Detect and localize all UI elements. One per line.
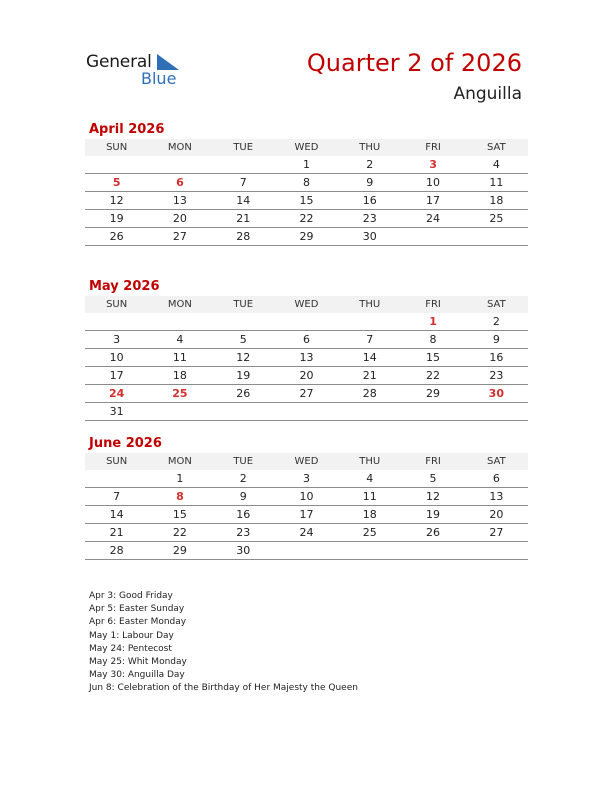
logo-text-blue: Blue xyxy=(141,69,177,88)
weekday-label: WED xyxy=(294,142,319,153)
month-title: May 2026 xyxy=(89,279,160,294)
weekday-label: FRI xyxy=(425,299,441,310)
weekday-header-row xyxy=(85,453,528,470)
date-cell: 23 xyxy=(362,212,377,225)
weekday-label: SAT xyxy=(486,456,506,467)
date-cell: 14 xyxy=(362,351,377,364)
weekday-header-row xyxy=(85,296,528,313)
month-title: June 2026 xyxy=(89,436,162,451)
date-cell: 19 xyxy=(109,212,124,225)
week-row xyxy=(85,385,528,403)
date-cell: 24 xyxy=(299,526,314,539)
weekday-label: MON xyxy=(167,299,192,310)
date-cell: 11 xyxy=(489,176,504,189)
generalblue-logo xyxy=(86,52,186,92)
date-cell: 9 xyxy=(366,176,374,189)
date-cell: 9 xyxy=(239,490,247,503)
date-cell: 31 xyxy=(109,405,124,418)
weekday-label: SUN xyxy=(106,456,128,467)
week-row xyxy=(85,470,528,488)
date-cell: 5 xyxy=(239,333,247,346)
date-cell: 11 xyxy=(362,490,377,503)
date-cell: 10 xyxy=(299,490,314,503)
weekday-label: TUE xyxy=(233,299,254,310)
date-cell: 11 xyxy=(172,351,187,364)
date-cell: 26 xyxy=(426,526,441,539)
date-cell: 2 xyxy=(366,158,374,171)
weekday-label: SUN xyxy=(106,299,128,310)
weekday-label: MON xyxy=(167,142,192,153)
date-cell: 30 xyxy=(362,230,377,243)
date-cell: 25 xyxy=(362,526,377,539)
weekday-label: MON xyxy=(167,456,192,467)
weekday-label: SUN xyxy=(106,142,128,153)
week-row xyxy=(85,506,528,524)
date-cell: 28 xyxy=(109,544,124,557)
holiday-note: May 24: Pentecost xyxy=(89,643,172,654)
date-cell: 16 xyxy=(236,508,251,521)
date-cell: 3 xyxy=(302,472,310,485)
date-cell: 10 xyxy=(426,176,441,189)
date-cell: 18 xyxy=(172,369,187,382)
date-cell: 20 xyxy=(299,369,314,382)
weekday-label: FRI xyxy=(425,456,441,467)
logo-text-general: General xyxy=(86,52,152,72)
date-cell: 21 xyxy=(362,369,377,382)
date-cell: 8 xyxy=(429,333,437,346)
holiday-note: Apr 6: Easter Monday xyxy=(89,617,187,628)
date-cell: 15 xyxy=(299,194,314,207)
week-row xyxy=(85,524,528,542)
week-row xyxy=(85,174,528,192)
date-cell: 27 xyxy=(489,526,504,539)
date-cell: 27 xyxy=(172,230,187,243)
date-cell: 21 xyxy=(236,212,251,225)
weekday-label: TUE xyxy=(233,142,254,153)
date-cell: 2 xyxy=(492,315,500,328)
date-cell: 14 xyxy=(236,194,251,207)
week-row xyxy=(85,542,528,560)
date-cell: 24 xyxy=(426,212,441,225)
weekday-label: TUE xyxy=(233,456,254,467)
date-cell: 29 xyxy=(299,230,314,243)
weekday-label: SAT xyxy=(486,299,506,310)
date-cell: 1 xyxy=(302,158,310,171)
date-cell: 12 xyxy=(236,351,251,364)
week-row xyxy=(85,331,528,349)
holiday-date-cell: 5 xyxy=(112,176,121,189)
date-cell: 4 xyxy=(366,472,374,485)
week-row xyxy=(85,488,528,506)
date-cell: 6 xyxy=(492,472,500,485)
date-cell: 6 xyxy=(302,333,310,346)
page-title: Quarter 2 of 2026 xyxy=(306,49,522,77)
date-cell: 7 xyxy=(366,333,374,346)
holiday-note: Apr 3: Good Friday xyxy=(89,591,173,601)
date-cell: 22 xyxy=(426,369,441,382)
date-cell: 7 xyxy=(113,490,121,503)
holiday-note: May 1: Labour Day xyxy=(89,630,174,641)
date-cell: 20 xyxy=(172,212,187,225)
date-cell: 19 xyxy=(236,369,251,382)
holiday-note: Jun 8: Celebration of the Birthday of Her Majesty the Queen xyxy=(89,683,358,694)
holiday-date-cell: 3 xyxy=(429,158,437,171)
date-cell: 18 xyxy=(489,194,504,207)
month-title: April 2026 xyxy=(89,122,165,137)
date-cell: 26 xyxy=(236,387,251,400)
date-cell: 1 xyxy=(176,472,184,485)
week-row xyxy=(85,156,528,174)
weekday-label: THU xyxy=(359,456,381,467)
date-cell: 22 xyxy=(172,526,187,539)
holiday-note: Apr 5: Easter Sunday xyxy=(89,604,185,615)
date-cell: 27 xyxy=(299,387,314,400)
week-row xyxy=(85,210,528,228)
week-row xyxy=(85,349,528,367)
date-cell: 16 xyxy=(489,351,504,364)
date-cell: 30 xyxy=(236,544,251,557)
date-cell: 21 xyxy=(109,526,124,539)
date-cell: 3 xyxy=(113,333,121,346)
month-april xyxy=(85,121,528,246)
holiday-note: May 25: Whit Monday xyxy=(89,657,187,668)
weekday-header-row xyxy=(85,139,528,156)
date-cell: 18 xyxy=(362,508,377,521)
date-cell: 14 xyxy=(109,508,124,521)
date-cell: 28 xyxy=(236,230,251,243)
month-may xyxy=(85,278,528,421)
holiday-date-cell: 24 xyxy=(108,387,125,400)
date-cell: 12 xyxy=(109,194,124,207)
date-cell: 12 xyxy=(426,490,441,503)
date-cell: 7 xyxy=(239,176,247,189)
date-cell: 25 xyxy=(489,212,504,225)
date-cell: 13 xyxy=(489,490,504,503)
holiday-date-cell: 25 xyxy=(172,387,188,400)
date-cell: 15 xyxy=(172,508,187,521)
weekday-label: WED xyxy=(294,299,319,310)
holiday-notes xyxy=(89,590,358,696)
month-june xyxy=(85,435,528,560)
holiday-note: May 30: Anguilla Day xyxy=(89,670,185,681)
date-cell: 9 xyxy=(492,333,500,346)
holiday-date-cell: 8 xyxy=(176,490,184,503)
date-cell: 17 xyxy=(426,194,441,207)
weekday-label: FRI xyxy=(425,142,441,153)
date-cell: 20 xyxy=(489,508,504,521)
week-row xyxy=(85,228,528,246)
weekday-label: WED xyxy=(294,456,319,467)
date-cell: 13 xyxy=(299,351,314,364)
date-cell: 16 xyxy=(362,194,377,207)
date-cell: 4 xyxy=(176,333,184,346)
holiday-date-cell: 30 xyxy=(488,387,504,400)
date-cell: 28 xyxy=(362,387,377,400)
date-cell: 15 xyxy=(426,351,441,364)
date-cell: 22 xyxy=(299,212,314,225)
weekday-label: THU xyxy=(359,299,381,310)
date-cell: 26 xyxy=(109,230,124,243)
holiday-date-cell: 1 xyxy=(429,315,437,328)
date-cell: 23 xyxy=(236,526,251,539)
date-cell: 13 xyxy=(172,194,187,207)
date-cell: 29 xyxy=(426,387,441,400)
holiday-date-cell: 6 xyxy=(176,176,184,189)
week-row xyxy=(85,367,528,385)
week-row xyxy=(85,192,528,210)
country-name: Anguilla xyxy=(453,84,522,104)
date-cell: 2 xyxy=(239,472,247,485)
date-cell: 10 xyxy=(109,351,124,364)
date-cell: 17 xyxy=(299,508,314,521)
date-cell: 5 xyxy=(429,472,437,485)
week-row xyxy=(85,313,528,331)
weekday-label: SAT xyxy=(486,142,506,153)
weekday-label: THU xyxy=(359,142,381,153)
logo-triangle-icon xyxy=(157,54,179,70)
date-cell: 29 xyxy=(172,544,187,557)
week-row xyxy=(85,403,528,421)
date-cell: 17 xyxy=(109,369,124,382)
date-cell: 19 xyxy=(426,508,441,521)
date-cell: 8 xyxy=(302,176,310,189)
date-cell: 4 xyxy=(492,158,500,171)
date-cell: 23 xyxy=(489,369,504,382)
